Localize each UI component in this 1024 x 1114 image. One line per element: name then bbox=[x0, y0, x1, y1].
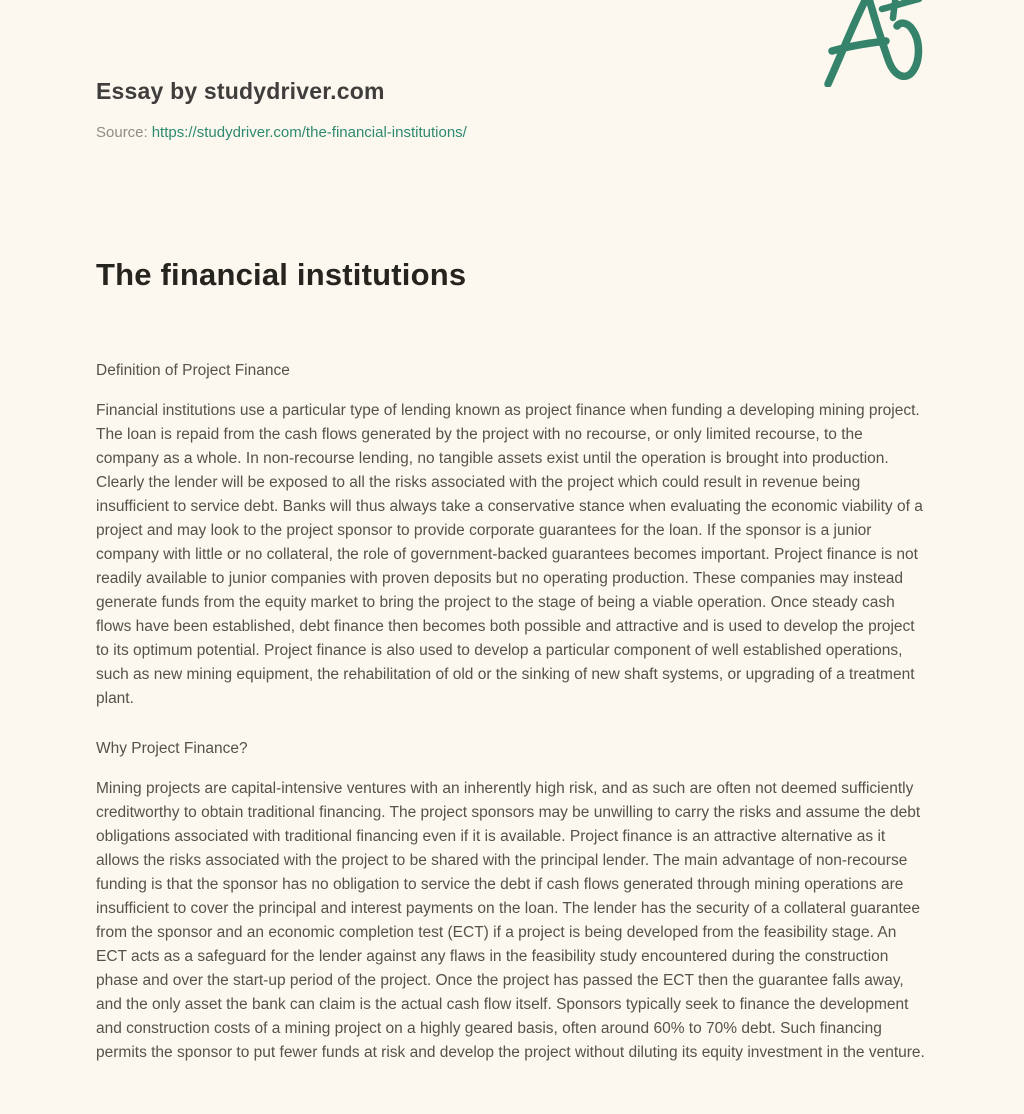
page-title: The financial institutions bbox=[96, 257, 467, 292]
source-label: Source: bbox=[96, 124, 148, 141]
section-body-definition: Financial institutions use a particular type of lending known as project finance when funding a developing mining project. The loan is repaid from the cash flows generated by the project with no recourse, or only limited recourse, to the company as a whole. In non-recourse lending, no tangible assets exist until the operation is brought into production. Clearly the lender will be exposed to all the risks associated with the project which could result in revenue being insufficient to service debt. Banks will thus always take a conservative stance when evaluating the economic viability of a project and may look to the project sponsor to provide corporate guarantees for the loan. If the sponsor is a junior company with little or no collateral, the role of government-backed guarantees becomes important. Project finance is not readily available to junior companies with proven deposits but no operating production. These companies may instead generate funds from the equity market to bring the project to the stage of being a viable operation. Once steady cash flows have been established, debt finance then becomes both possible and attractive and is used to develop the project to its optimum potential. Project finance is also used to develop a particular component of well established operations, such as new mining equipment, the rehabilitation of old or the sinking of new shaft systems, or upgrading of a treatment plant. bbox=[96, 402, 923, 707]
section-heading-definition: Definition of Project Finance bbox=[96, 362, 290, 379]
section-body-why: Mining projects are capital-intensive ventures with an inherently high risk, and as such are often not deemed sufficiently creditworthy to obtain traditional financing. The project sponsors may be unwilling to carry the risks and assume the debt obligations associated with traditional financing even if it is available. Project finance is an attractive alternative as it allows the risks associated with the project to be shared with the principal lender. The main advantage of non-recourse funding is that the sponsor has no obligation to service the debt if cash flows generated through mining operations are insufficient to cover the principal and interest payments on the loan. The lender has the security of a collateral guarantee from the sponsor and an economic completion test (ECT) if a project is being developed from the feasibility stage. An ECT acts as a safeguard for the lender against any flaws in the feasibility study encountered during the construction phase and over the start-up period of the project. Once the project has passed the ECT then the guarantee falls away, and the only asset the bank can claim is the actual cash flow itself. Sponsors typically seek to finance the development and construction costs of a mining project on a highly geared basis, often around 60% to 70% debt. Such financing permits the sponsor to put fewer funds at risk and develop the project without diluting its equity investment in the venture. bbox=[96, 780, 925, 1061]
section-heading-why: Why Project Finance? bbox=[96, 740, 248, 757]
content-column bbox=[96, 0, 929, 1065]
source-row bbox=[96, 123, 929, 143]
byline: Essay by studydriver.com bbox=[96, 78, 385, 104]
a-plus-logo-icon bbox=[822, 0, 925, 87]
essay-body bbox=[96, 359, 929, 1065]
header bbox=[96, 0, 929, 143]
source-link[interactable]: https://studydriver.com/the-financial-institutions/ bbox=[151, 124, 467, 141]
